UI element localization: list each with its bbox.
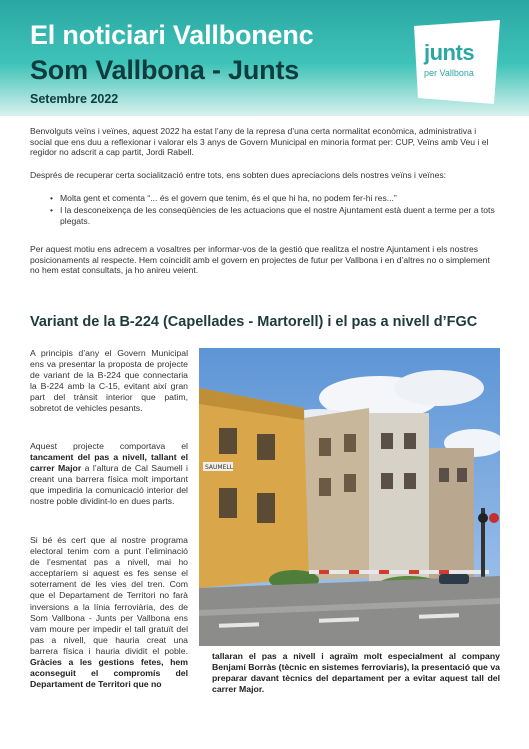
article-closing: tallaran el pas a nivell i agraïm molt especialment al company Benjamí Borràs (tècnic en sistemes ferroviaris), la presentació que va preparar davant tècnics del departament per a evitar aquest tall del carrer Major.: [212, 651, 500, 695]
intro-bullet-1: • Molta gent et comenta “... és el govern que tenim, és el que hi ha, no podem fer-hi res...”: [50, 193, 508, 204]
intro-paragraph-2: Després de recuperar certa socialització entre tots, ens sobten dues apreciacions dels nostres veïns i veïnes:: [30, 170, 447, 180]
article-paragraph-1: A principis d’any el Govern Municipal ens va presentar la proposta de projecte de variant de la B-224 que connectaria la B-224 amb la C-15, evitant així gran part del trànsit interior que patim, sobretot de vehicles pesants.: [30, 348, 188, 414]
intro-paragraph-3: Per aquest motiu ens adrecem a vosaltres per informar-vos de la gestió que realitza el nostre Ajuntament i els nostres posicionaments al respecte. Hem coincidit amb el govern en projectes de futur per Vallbona i en d’altres no o simplement no hem estat consultats, ja ho anireu veient.: [30, 244, 490, 276]
newsletter-subtitle: Som Vallbona - Junts: [30, 55, 300, 85]
newsletter-title: El noticiari Vallbonenc: [30, 20, 314, 50]
intro-bullet-2: • I la desconeixença de les conseqüències de les actuacions que el nostre Ajuntament està duent a terme per a tots plegats.: [50, 205, 508, 226]
logo-wordmark: junts: [424, 40, 475, 65]
logo-subtext: per Vallbona: [424, 68, 474, 78]
intro-paragraph-1: Benvolguts veïns i veïnes, aquest 2022 ha estat l’any de la represa d’una certa normalitat econòmica, administrativa i social que ens duu a reflexionar i valorar els 3 anys de Govern Municipal en minoria format per: CUP, Veïns amb Veu i el regidor no adscrit a cap partit, Jordi Rabell.: [30, 126, 489, 158]
issue-date: Setembre 2022: [30, 92, 119, 106]
photo-sign-text: SAUMELL: [205, 464, 234, 471]
article-paragraph-2: Aquest projecte comportava el tancament del pas a nivell, tallant el carrer Major a l’altura de Cal Saumell i creant una barrera física molt important que impediria la comunicació interior del nostre poble dividint-lo en dues parts.: [30, 441, 188, 507]
article-title: Variant de la B-224 (Capellades - Martorell) i el pas a nivell d’FGC: [30, 314, 478, 330]
street-photo: [199, 348, 500, 646]
article-paragraph-3: Si bé és cert que al nostre programa electoral tenim com a punt l’eliminació de l’esmentat pas a nivell, mai ho acceptaríem si aquest es fes sense el soterrament de les vies del tren. Com que el Departament de Territori no farà inversions a la línia ferroviària, des de Som Vallbona - Junts per Vallbona ens vam moure per impedir el tall gratuït del pas a nivell, que hauria creat una barrera física i hauria dividit el poble. Gràcies a les gestions fetes, hem aconseguit el compromís del Departament de Territori que no: [30, 535, 188, 690]
